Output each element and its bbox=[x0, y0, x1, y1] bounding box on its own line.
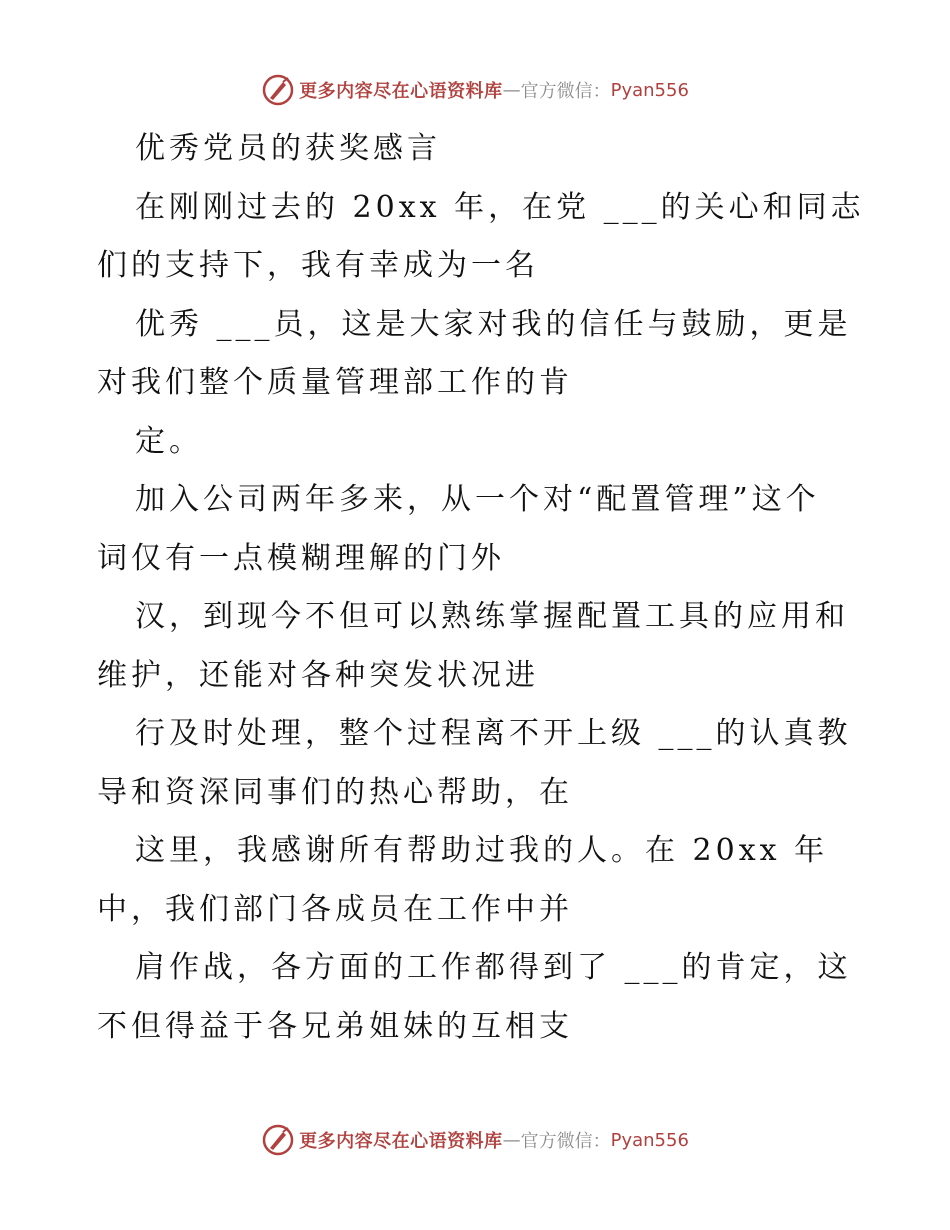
text-line: 们的支持下，我有幸成为一名 bbox=[97, 248, 539, 283]
text-line: 汉，到现今不但可以熟练掌握配置工具的应用和 bbox=[135, 599, 849, 634]
text-line: 导和资深同事们的热心帮助，在 bbox=[97, 774, 573, 810]
quill-logo-icon bbox=[261, 1123, 295, 1157]
text-line: 中，我们部门各成员在工作中并 bbox=[97, 891, 573, 927]
text-line: 定。 bbox=[135, 423, 203, 459]
header-watermark bbox=[0, 70, 950, 110]
quill-logo-icon bbox=[261, 73, 295, 107]
text-line: 对我们整个质量管理部工作的肯 bbox=[97, 365, 573, 400]
header-wechat-id: Pyan556 bbox=[610, 79, 689, 101]
text-line: 行及时处理，整个过程离不开上级 ___的认真教 bbox=[135, 716, 852, 751]
text-line: 不但得益于各兄弟姐妹的互相支 bbox=[97, 1008, 573, 1044]
text-line: 加入公司两年多来，从一个对“配置管理”这个 bbox=[135, 482, 820, 517]
document-body bbox=[97, 120, 865, 1056]
footer-dash: — bbox=[502, 1129, 521, 1151]
header-brand-text: 更多内容尽在心语资料库 bbox=[299, 81, 503, 102]
text-line: 在刚刚过去的 20xx 年，在党 ___的关心和同志 bbox=[135, 189, 865, 225]
text-line: 优秀党员的获奖感言 bbox=[135, 131, 441, 166]
header-dash: — bbox=[502, 79, 521, 101]
text-line: 维护，还能对各种突发状况进 bbox=[97, 657, 539, 693]
header-wechat-label: 官方微信： bbox=[520, 81, 611, 102]
text-line: 优秀 ___员，这是大家对我的信任与鼓励，更是 bbox=[135, 306, 852, 342]
footer-wechat-id: Pyan556 bbox=[610, 1129, 689, 1151]
footer-wechat-label: 官方微信： bbox=[520, 1131, 611, 1152]
text-line: 这里，我感谢所有帮助过我的人。在 20xx 年 bbox=[135, 833, 829, 868]
text-line: 词仅有一点模糊理解的门外 bbox=[97, 540, 505, 576]
footer-brand-text: 更多内容尽在心语资料库 bbox=[299, 1131, 503, 1152]
footer-watermark bbox=[0, 1120, 950, 1160]
text-line: 肩作战，各方面的工作都得到了 ___的肯定，这 bbox=[135, 950, 852, 985]
